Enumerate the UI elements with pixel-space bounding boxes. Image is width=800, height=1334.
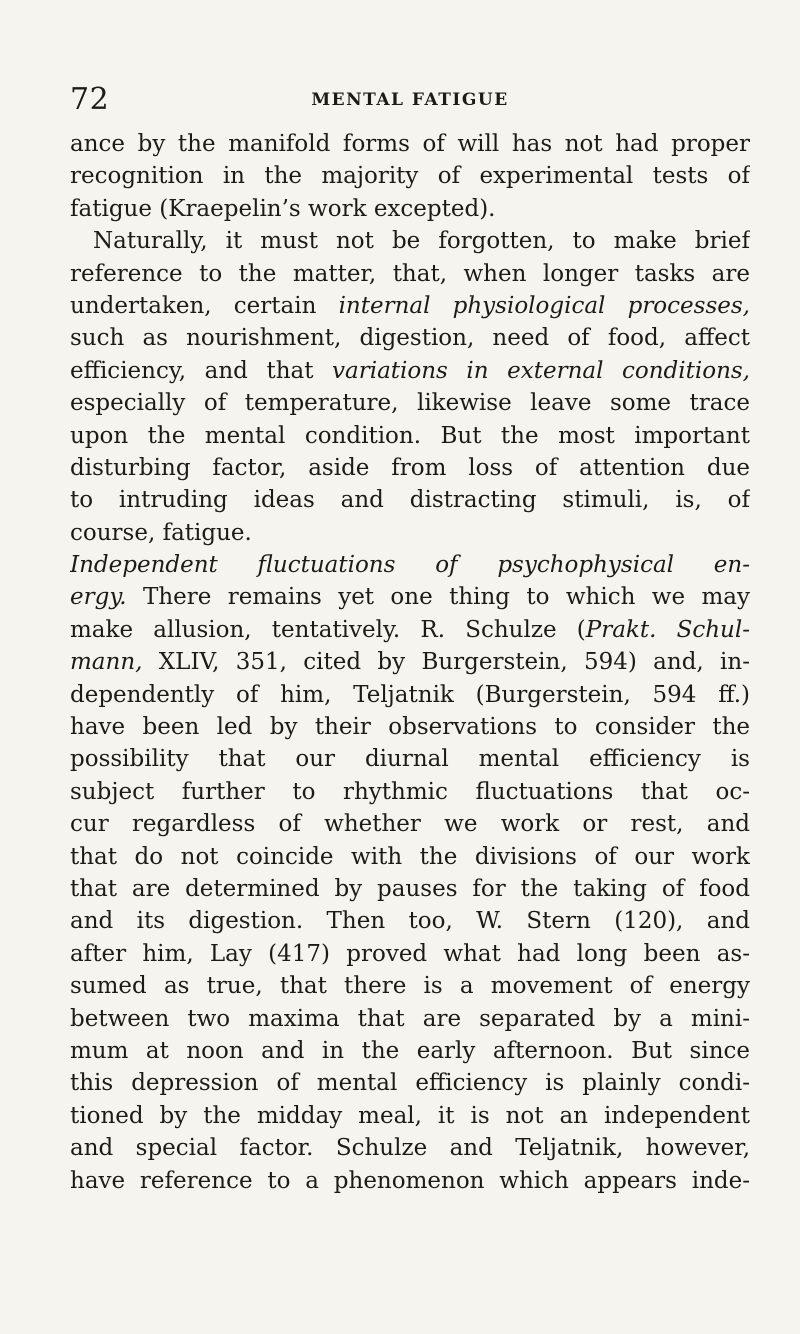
- text-line: [70, 841, 750, 873]
- text-line: [70, 614, 750, 646]
- text-segment: such as nourishment, digestion, need of food, affect: [70, 325, 750, 352]
- italic-text-segment: internal physiological processes,: [338, 292, 750, 319]
- text-segment: subject further to rhythmic fluctuations that oc-: [70, 778, 750, 805]
- text-segment: undertaken, certain: [70, 292, 339, 319]
- text-segment: course, fatigue.: [70, 519, 252, 546]
- text-line: [70, 776, 750, 808]
- text-segment: ance by the manifold forms of will has not had proper: [70, 131, 750, 157]
- text-line: [70, 808, 750, 840]
- text-line: [70, 905, 750, 937]
- italic-text-segment: variations in external conditions,: [332, 357, 750, 384]
- text-segment: disturbing factor, aside from loss of attention due: [70, 454, 750, 481]
- text-segment: recognition in the majority of experimental tests of: [70, 163, 750, 190]
- text-line: [70, 387, 750, 419]
- text-segment: that are determined by pauses for the taking of food: [70, 875, 750, 902]
- text-segment: between two maxima that are separated by a mini-: [70, 1005, 750, 1032]
- text-segment: and special factor. Schulze and Teljatnik, however,: [70, 1135, 750, 1162]
- text-segment: Naturally, it must not be forgotten, to make brief: [70, 228, 750, 255]
- text-line: [70, 1132, 750, 1164]
- text-line: [70, 420, 750, 452]
- text-line: [70, 452, 750, 484]
- text-line: [70, 290, 750, 322]
- text-line: [70, 128, 750, 160]
- text-line: [70, 517, 750, 549]
- text-segment: dependently of him, Teljatnik (Burgerstein, 594 ff.): [70, 681, 750, 708]
- text-segment: XLIV, 351, cited by Burgerstein, 594) and, in-: [142, 649, 750, 676]
- text-segment: and its digestion. Then too, W. Stern (120), and: [70, 908, 750, 935]
- italic-text-segment: Prakt. Schul-: [585, 616, 750, 643]
- text-segment: after him, Lay (417) proved what had long been as-: [70, 940, 750, 967]
- text-line: [70, 193, 750, 225]
- text-line: [70, 581, 750, 613]
- italic-text-segment: ergy.: [70, 584, 127, 611]
- page-number: 72: [70, 82, 110, 117]
- text-segment: tioned by the midday meal, it is not an independent: [70, 1102, 750, 1129]
- text-segment: possibility that our diurnal mental efficiency is: [70, 746, 750, 773]
- text-line: [70, 938, 750, 970]
- text-line: [70, 484, 750, 516]
- text-line: [70, 160, 750, 192]
- text-line: [70, 1100, 750, 1132]
- text-line: [70, 258, 750, 290]
- text-segment: cur regardless of whether we work or rest, and: [70, 811, 750, 838]
- text-segment: upon the mental condition. But the most important: [70, 422, 750, 449]
- text-segment: mum at noon and in the early afternoon. But since: [70, 1037, 750, 1064]
- text-line: [70, 225, 750, 257]
- text-segment: reference to the matter, that, when longer tasks are: [70, 260, 750, 287]
- text-segment: There remains yet one thing to which we may: [126, 584, 750, 611]
- text-line: [70, 1165, 750, 1197]
- text-line: [70, 1035, 750, 1067]
- body-text: [70, 128, 750, 1197]
- text-segment: that do not coincide with the divisions of our work: [70, 843, 750, 870]
- running-title: MENTAL FATIGUE: [311, 90, 509, 110]
- text-segment: have been led by their observations to consider the: [70, 714, 750, 741]
- text-line: [70, 355, 750, 387]
- text-line: [70, 1003, 750, 1035]
- text-segment: make allusion, tentatively. R. Schulze (: [70, 616, 586, 643]
- running-head: [70, 80, 750, 120]
- text-line: [70, 549, 750, 581]
- text-segment: efficiency, and that: [70, 357, 333, 384]
- text-segment: this depression of mental efficiency is plainly condi-: [70, 1070, 750, 1097]
- text-segment: have reference to a phenomenon which appears inde-: [70, 1167, 750, 1194]
- text-line: [70, 322, 750, 354]
- text-line: [70, 646, 750, 678]
- text-line: [70, 743, 750, 775]
- text-segment: fatigue (Kraepelin’s work excepted).: [70, 195, 496, 222]
- italic-text-segment: Independent fluctuations of psychophysical en-: [70, 552, 750, 579]
- text-segment: to intruding ideas and distracting stimuli, is, of: [70, 487, 750, 514]
- text-segment: sumed as true, that there is a movement of energy: [70, 973, 750, 1000]
- text-segment: especially of temperature, likewise leave some trace: [70, 390, 750, 417]
- text-line: [70, 873, 750, 905]
- text-line: [70, 679, 750, 711]
- text-line: [70, 711, 750, 743]
- text-line: [70, 1067, 750, 1099]
- italic-text-segment: mann,: [70, 649, 143, 676]
- text-line: [70, 970, 750, 1002]
